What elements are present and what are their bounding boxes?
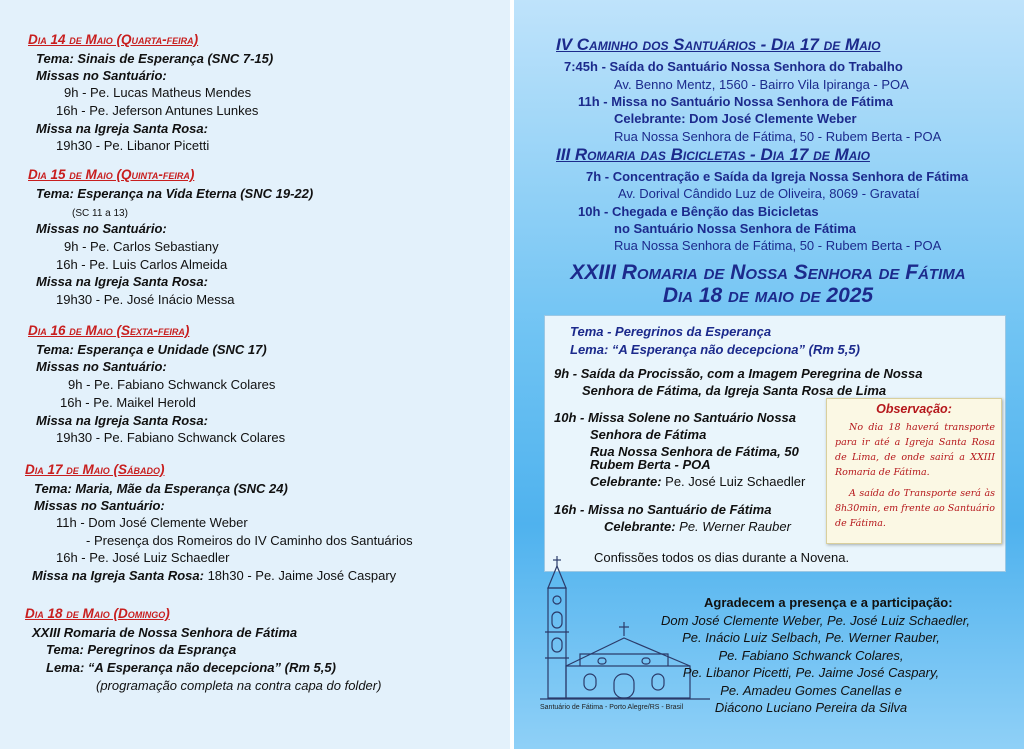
romaria-title-1: XXIII Romaria de Nossa Senhora de Fátima	[570, 261, 966, 284]
observacao-note	[826, 398, 1002, 544]
agradecem-line-4: Pe. Libanor Picetti, Pe. Jaime José Caspary,	[682, 665, 940, 680]
observacao-title: Observação:	[876, 402, 952, 416]
caminho-line-3: 11h - Missa no Santuário Nossa Senhora de Fátima	[578, 94, 893, 109]
day15-missa-1: 9h - Pe. Carlos Sebastiany	[64, 239, 219, 254]
agradecem-line-1: Dom José Clemente Weber, Pe. José Luiz Schaedler,	[661, 613, 971, 628]
day14-missa-1: 9h - Pe. Lucas Matheus Mendes	[64, 85, 252, 100]
day18-tema: Tema: Peregrinos da Esprança	[46, 642, 237, 657]
day14-tema: Tema: Sinais de Esperança (SNC 7-15)	[36, 51, 274, 66]
day15-tema: Tema: Esperança na Vida Eterna (SNC 19-22)	[36, 186, 314, 201]
church-caption: Santuário de Fátima - Porto Alegre/RS - Brasil	[540, 704, 684, 711]
caminho-line-2: Av. Benno Mentz, 1560 - Bairro Vila Ipiranga - POA	[614, 77, 909, 92]
bicicletas-title: III Romaria das Bicicletas - Dia 17 de Maio	[556, 145, 870, 164]
program-line-4: Senhora de Fátima	[590, 427, 707, 442]
day14-missas-label: Missas no Santuário:	[36, 68, 167, 83]
day16-igreja: 19h30 - Pe. Fabiano Schwanck Colares	[56, 430, 286, 445]
day14-igreja: 19h30 - Pe. Libanor Picetti	[56, 138, 210, 153]
program-lema: Lema: “A Esperança não decepciona” (Rm 5,5)	[570, 342, 860, 357]
observacao-text-2: A saída do Transporte será às 8h30min, em frente ao Santuário de Fátima.	[835, 488, 995, 529]
program-line-5: Rua Nossa Senhora de Fátima, 50	[590, 444, 799, 459]
day18-romaria: XXIII Romaria de Nossa Senhora de Fátima	[32, 625, 298, 640]
day17-tema: Tema: Maria, Mãe da Esperança (SNC 24)	[34, 481, 288, 496]
program-line-1: 9h - Saída da Procissão, com a Imagem Peregrina de Nossa	[554, 366, 923, 381]
day15-heading: Dia 15 de Maio (Quinta-feira)	[28, 167, 195, 182]
day15-missas-label: Missas no Santuário:	[36, 221, 167, 236]
program-celebrante2: Pe. Werner Rauber	[679, 519, 791, 534]
day16-missa-1: 9h - Pe. Fabiano Schwanck Colares	[68, 377, 276, 392]
program-celebrante2-label: Celebrante:	[604, 519, 676, 534]
day17-heading: Dia 17 de Maio (Sábado)	[25, 462, 165, 477]
day16-heading: Dia 16 de Maio (Sexta-feira)	[28, 323, 190, 338]
day17-igreja: 18h30 - Pe. Jaime José Caspary	[207, 568, 397, 583]
day15-ref: (SC 11 a 13)	[72, 208, 128, 219]
day17-igreja-line	[32, 567, 396, 584]
day16-tema: Tema: Esperança e Unidade (SNC 17)	[36, 342, 267, 357]
day14-igreja-label: Missa na Igreja Santa Rosa:	[36, 121, 208, 136]
agradecem-line-6: Diácono Luciano Pereira da Silva	[714, 700, 908, 715]
caminho-line-5: Rua Nossa Senhora de Fátima, 50 - Rubem Berta - POA	[614, 129, 942, 144]
bicicletas-line-1: 7h - Concentração e Saída da Igreja Nossa Senhora de Fátima	[586, 169, 969, 184]
bicicletas-line-3: 10h - Chegada e Bênção das Bicicletas	[578, 204, 819, 219]
day17-missas-label: Missas no Santuário:	[34, 498, 165, 513]
day17-missa-1b: - Presença dos Romeiros do IV Caminho dos Santuários	[86, 533, 413, 548]
observacao-text-1: No dia 18 haverá transporte para ir até a Igreja Santa Rosa de Lima, de onde sairá a XXIII Romaria de Fátima.	[835, 422, 995, 478]
bicicletas-line-4: no Santuário Nossa Senhora de Fátima	[614, 221, 856, 236]
program-line-6: Rubem Berta - POA	[590, 457, 711, 472]
day17-missa-1: 11h - Dom José Clemente Weber	[56, 515, 248, 530]
day15-igreja-label: Missa na Igreja Santa Rosa:	[36, 274, 208, 289]
day17-missa-2: 16h - Pe. José Luiz Schaedler	[56, 550, 230, 565]
program-line-2: Senhora de Fátima, da Igreja Santa Rosa de Lima	[582, 383, 887, 398]
day17-igreja-label: Missa na Igreja Santa Rosa:	[32, 568, 204, 583]
program-line-7	[590, 473, 805, 490]
agradecem-line-5: Pe. Amadeu Gomes Canellas e	[720, 683, 902, 698]
day15-igreja: 19h30 - Pe. José Inácio Messa	[56, 292, 235, 307]
bicicletas-line-2: Av. Dorival Cândido Luz de Oliveira, 8069 - Gravataí	[618, 186, 920, 201]
day18-lema: Lema: “A Esperança não decepciona” (Rm 5,5)	[46, 660, 336, 675]
program-celebrante-label: Celebrante:	[590, 474, 662, 489]
day16-missa-2: 16h - Pe. Maikel Herold	[60, 395, 196, 410]
bicicletas-line-5: Rua Nossa Senhora de Fátima, 50 - Rubem Berta - POA	[614, 238, 942, 253]
caminho-title: IV Caminho dos Santuários - Dia 17 de Maio	[556, 35, 881, 54]
day15-missa-2: 16h - Pe. Luis Carlos Almeida	[56, 257, 228, 272]
fold-divider	[510, 0, 514, 749]
caminho-line-1: 7:45h - Saída do Santuário Nossa Senhora do Trabalho	[564, 59, 903, 74]
agradecem-line-2: Pe. Inácio Luiz Selbach, Pe. Werner Rauber,	[682, 630, 940, 645]
day14-heading: Dia 14 de Maio (Quarta-feira)	[28, 32, 199, 47]
romaria-title-2: Dia 18 de maio de 2025	[662, 284, 874, 307]
program-celebrante: Pe. José Luiz Schaedler	[665, 474, 806, 489]
caminho-line-4: Celebrante: Dom José Clemente Weber	[614, 111, 857, 126]
day16-missas-label: Missas no Santuário:	[36, 359, 167, 374]
day18-note: (programação completa na contra capa do folder)	[96, 678, 382, 693]
day18-heading: Dia 18 de Maio (Domingo)	[25, 606, 170, 621]
program-line-3: 10h - Missa Solene no Santuário Nossa	[554, 410, 797, 425]
program-confissoes: Confissões todos os dias durante a Novena.	[594, 550, 850, 565]
agradecem-title: Agradecem a presença e a participação:	[704, 595, 953, 610]
day14-missa-2: 16h - Pe. Jeferson Antunes Lunkes	[56, 103, 259, 118]
program-tema: Tema - Peregrinos da Esperança	[570, 324, 772, 339]
program-line-9	[604, 518, 791, 535]
day16-igreja-label: Missa na Igreja Santa Rosa:	[36, 413, 208, 428]
program-line-8: 16h - Missa no Santuário de Fátima	[554, 502, 772, 517]
agradecem-line-3: Pe. Fabiano Schwanck Colares,	[718, 648, 904, 663]
